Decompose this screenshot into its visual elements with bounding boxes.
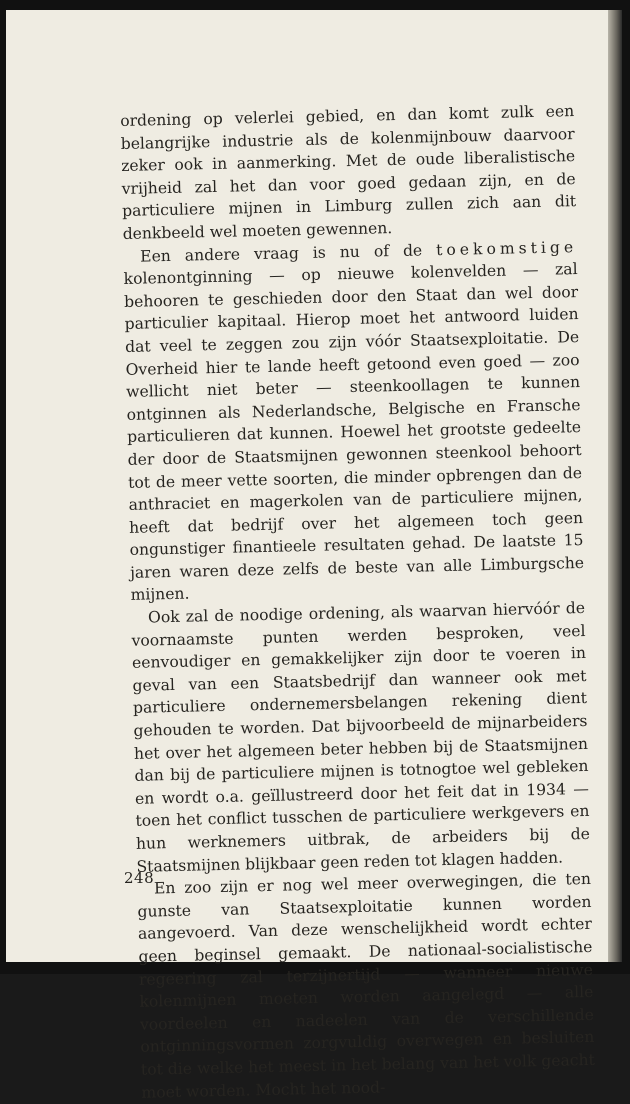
page-number: 248 [124, 869, 155, 887]
emphasized-word: toekomstige [435, 237, 578, 259]
paragraph-3-text: Ook zal de noodige ordening, als waarvan hiervóór de voornaamste punten werden besproken, veel eenvoudiger en gemakkelijker zijn door te voeren in geval van een Staatsbedrijf dan wanneer ook met particuliere ondernemersbelangen rekening dient gehouden te worden. Dat bijvoorbeeld de mijnarbeiders het over het algemeen beter hebben bij de Staatsmijnen dan bij de particuliere mijnen is totnogtoe wel gebleken en wordt o.a. geïllustreerd door het feit dat in 1934 — toen het conflict tusschen de particuliere werkgevers en hun werknemers uitbrak, de arbeiders bij de Staatsmijnen blijkbaar geen reden tot klagen hadden. [131, 599, 591, 876]
paragraph-2-rest: kolenontginning — op nieuwe kolenvelden — zal behooren te geschieden door den Staat dan wel door particulier kapitaal. Hierop moet het antwoord luiden dat veel te zeggen zou zijn vóór Staatsexploitatie. De Overheid hier te lande heeft getoond even goed — zoo wellicht niet beter — steenkoollagen te kunnen ontginnen als Nederlandsche, Belgische en Fransche particulieren dat kunnen. Hoewel het grootste gedeelte der door de Staatsmijnen gewonnen steenkool behoort tot de meer vette soorten, die minder opbrengen dan de anthraciet en magerkolen van de particuliere mijnen, heeft dat bedrijf over het algemeen toch geen ongunstiger finantieele resultaten gehad. De laatste 15 jaren waren deze zelfs de beste van alle Limburgsche mijnen. [123, 260, 585, 605]
paragraph-1-text: ordening op velerlei gebied, en dan komt zulk een belangrijke industrie als de kolenmijnbouw daarvoor zeker ook in aanmerking. Met de oude liberalistische vrijheid zal het dan voor goed gedaan zijn, en de particuliere mijnen in Limburg zullen zich aan dit denkbeeld wel moeten gewennen. [120, 102, 577, 243]
paper-sheet [6, 10, 608, 1102]
paragraph-3 [131, 597, 591, 878]
body-text [120, 100, 596, 1104]
binding-gutter [608, 10, 622, 962]
paragraph-4-text: En zoo zijn er nog wel meer overwegingen, die ten gunste van Staatsexploitatie kunnen worden aangevoerd. Van deze wenschelijkheid wordt echter geen beginsel gemaakt. De nationaal-socialistische regeering zal terzijnertijd — wanneer nieuwe kolenmijnen moeten worden aangelegd — alle voordeelen en nadeelen van de verschillende ontginningsvormen zorgvuldig overwegen en besluiten tot die welke het meest in het belang van het volk geacht moet worden. Mocht het nood- [137, 870, 596, 1102]
paragraph [120, 100, 596, 1104]
paragraph-4 [137, 868, 596, 1104]
paragraph-2-lead: Een andere vraag is nu of de [139, 240, 437, 266]
paragraph-1 [120, 100, 577, 245]
paragraph-2 [123, 236, 585, 607]
